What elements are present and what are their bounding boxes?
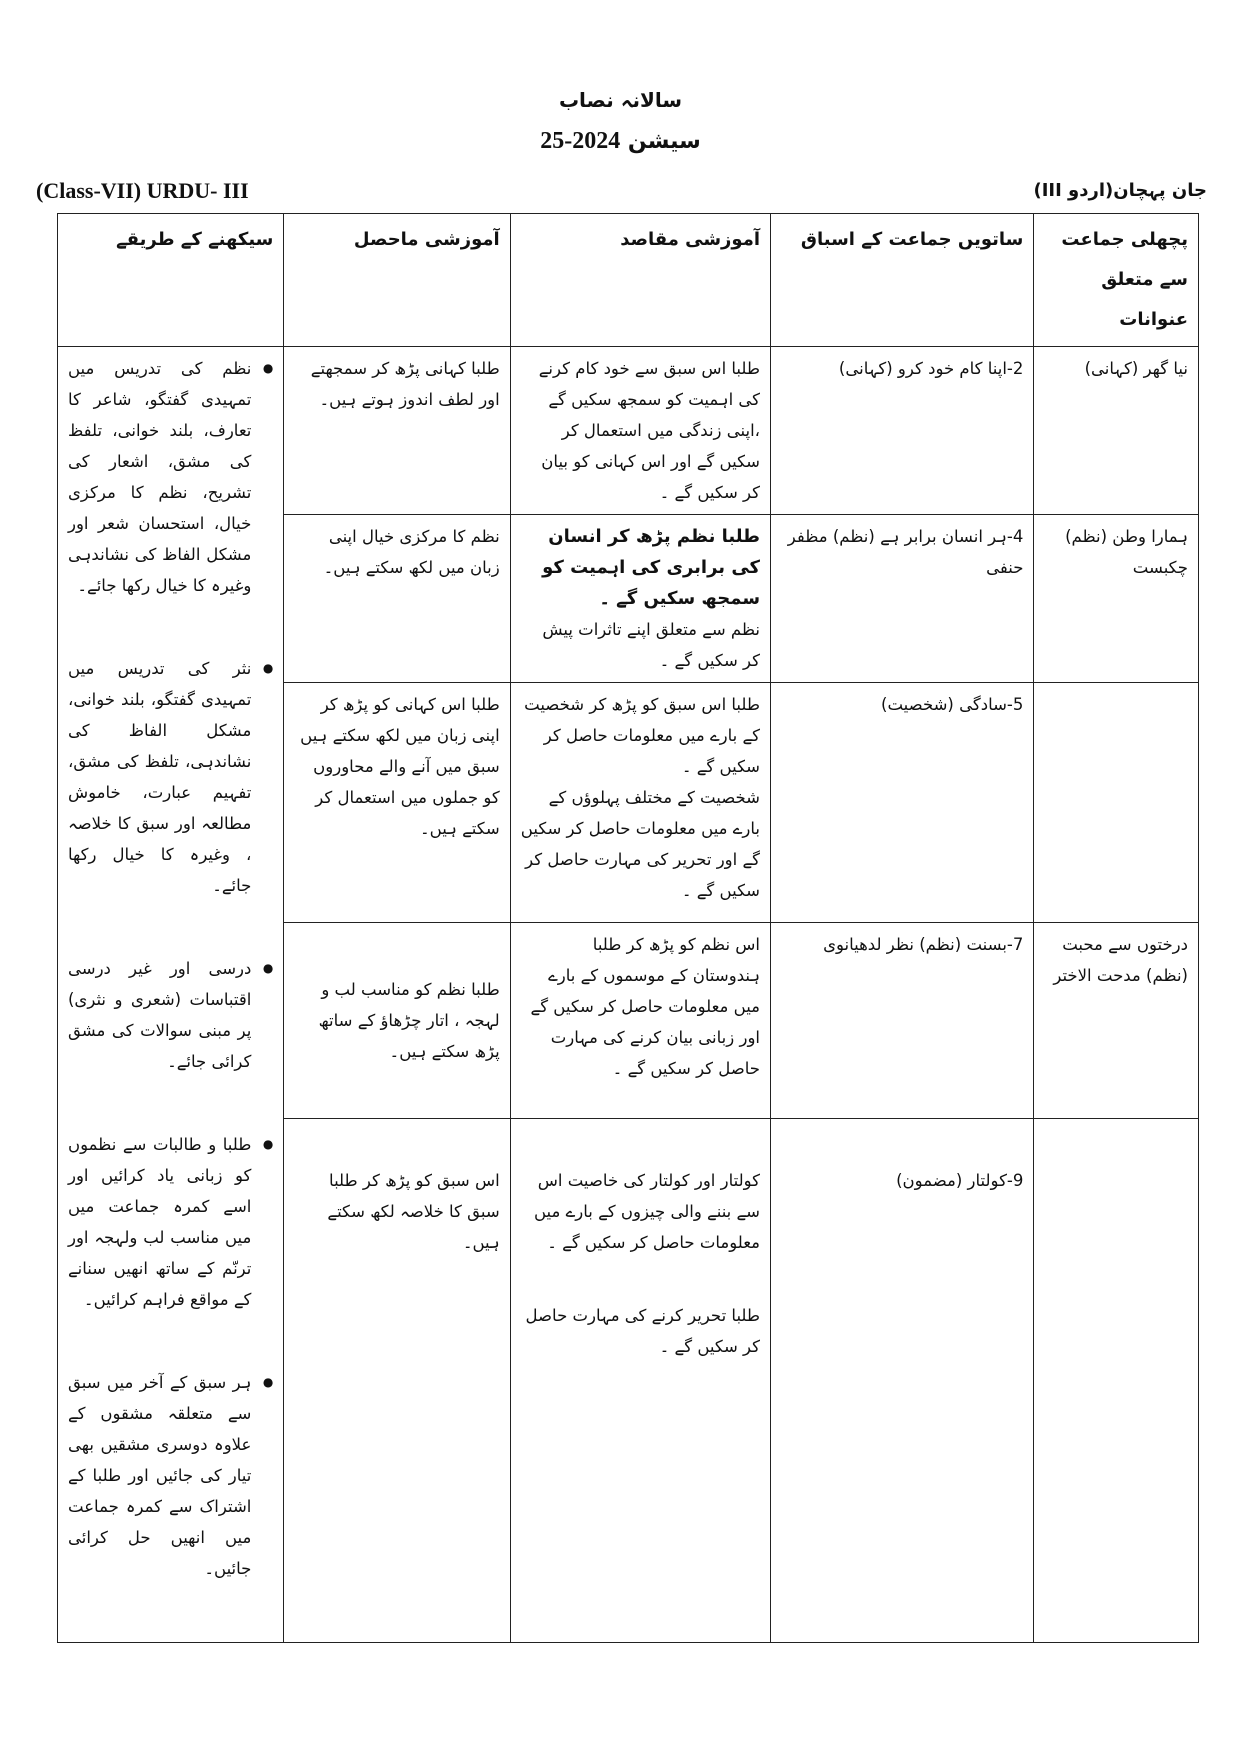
list-item: ● طلبا و طالبات سے نظموں کو زبانی یاد کرائیں اور اسے کمرہ جماعت میں میں مناسب لب ولہجہ اور ترنّم کے ساتھ انھیں سنانے کے مواقع فراہم کرائیں۔ [68,1129,251,1315]
table-row [58,347,1199,515]
lesson-cell: 2-اپنا کام خود کرو (کہانی) [771,347,1034,515]
table-header-row [58,214,1199,347]
objective-cell: اس نظم کو پڑھ کر طلبا ہندوستان کے موسموں کے بارے میں معلومات حاصل کر سکیں گے اور زبانی بیان کرنے کی مہارت حاصل کر سکیں گے ۔ [510,923,770,1119]
col-outcomes: آموزشی ماحصل [284,214,510,347]
prev-topic-cell [1034,683,1199,923]
session-line [0,128,1241,155]
list-item: ● درسی اور غیر درسی اقتباسات (شعری و نثری) پر مبنی سوالات کی مشق کرائی جائے۔ [68,953,251,1077]
prev-topic-cell: درختوں سے محبت (نظم) مدحت الاختر [1034,923,1199,1119]
syllabus-table [57,213,1199,1643]
lesson-cell: 4-ہر انسان برابر ہے (نظم) مظفر حنفی [771,515,1034,683]
lesson-cell: 7-بسنت (نظم) نظر لدھیانوی [771,923,1034,1119]
objective-cell [510,515,770,683]
outcome-cell: طلبا کہانی پڑھ کر سمجھتے اور لطف اندوز ہوتے ہیں۔ [284,347,510,515]
objective-cell: طلبا اس سبق سے خود کام کرنے کی اہمیت کو سمجھ سکیں گے ،اپنی زندگی میں استعمال کر سکیں گے اور اس کہانی کو بیان کر سکیں گے ۔ [510,347,770,515]
outcome-cell: طلبا اس کہانی کو پڑھ کر اپنی زبان میں لکھ سکتے ہیں سبق میں آنے والے محاوروں کو جملوں میں استعمال کر سکتے ہیں۔ [284,683,510,923]
col-lessons: ساتویں جماعت کے اسباق [771,214,1034,347]
methods-cell [58,347,284,1643]
methods-list [68,353,273,1584]
objective-text: طلبا تحریر کرنے کی مہارت حاصل کر سکیں گے ۔ [525,1306,761,1356]
outcome-cell: نظم کا مرکزی خیال اپنی زبان میں لکھ سکتے ہیں۔ [284,515,510,683]
list-item: ● نثر کی تدریس میں تمہیدی گفتگو، بلند خوانی، مشکل الفاظ کی نشاندہی، تلفظ کی مشق، تفہیم عبارت، خاموش مطالعہ اور سبق کا خلاصہ ، وغیرہ کا خیال رکھا جائے۔ [68,653,251,901]
objective-text: نظم سے متعلق اپنے تاثرات پیش کر سکیں گے ۔ [542,620,761,670]
col-objectives: آموزشی مقاصد [510,214,770,347]
col-methods: سیکھنے کے طریقے [58,214,284,347]
objective-cell [510,683,770,923]
col-prev-topics: پچھلی جماعت سے متعلق عنوانات [1034,214,1199,347]
list-item: ● ہر سبق کے آخر میں سبق سے متعلقہ مشقوں کے علاوہ دوسری مشقیں بھی تیار کی جائیں اور طلبا کے اشتراک سے کمرہ جماعت میں انھیں حل کرائی جائیں۔ [68,1367,251,1584]
lesson-cell: 5-سادگی (شخصیت) [771,683,1034,923]
objective-cell [510,1119,770,1643]
outcome-cell: طلبا نظم کو مناسب لب و لہجہ ، اتار چڑھاؤ کے ساتھ پڑھ سکتے ہیں۔ [284,923,510,1119]
prev-topic-cell: ہمارا وطن (نظم) چکبست [1034,515,1199,683]
objective-text: طلبا اس سبق کو پڑھ کر شخصیت کے بارے میں معلومات حاصل کر سکیں گے ۔ [524,695,761,776]
objective-text: کولتار اور کولتار کی خاصیت اس سے بننے والی چیزوں کے بارے میں معلومات حاصل کر سکیں گے ۔ [533,1171,761,1252]
lesson-cell: 9-کولتار (مضمون) [771,1119,1034,1643]
class-label: (Class-VII) URDU- III [36,178,249,203]
outcome-cell: اس سبق کو پڑھ کر طلبا سبق کا خلاصہ لکھ سکتے ہیں۔ [284,1119,510,1643]
syllabus-title: سالانہ نصاب [558,88,683,112]
prev-topic-cell [1034,1119,1199,1643]
prev-topic-cell: نیا گھر (کہانی) [1034,347,1199,515]
objective-text: شخصیت کے مختلف پہلوؤں کے بارے میں معلومات حاصل کر سکیں گے اور تحریر کی مہارت حاصل کر سکیں گے ۔ [520,788,761,900]
session-word: سیشن [627,129,701,154]
book-label: جان پہچان(اردو III) [1033,180,1207,201]
objective-text: طلبا نظم پڑھ کر انسان کی برابری کی اہمیت کو سمجھ سکیں گے ۔ [542,526,761,609]
list-item: ● نظم کی تدریس میں تمہیدی گفتگو، شاعر کا تعارف، بلند خوانی، تلفظ کی مشق، اشعار کی تشریح، نظم کا مرکزی خیال، استحسان شعر اور مشکل الفاظ کی نشاندہی وغیرہ کا خیال رکھا جائے۔ [68,353,251,601]
session-year: 2024-25 [540,128,621,154]
